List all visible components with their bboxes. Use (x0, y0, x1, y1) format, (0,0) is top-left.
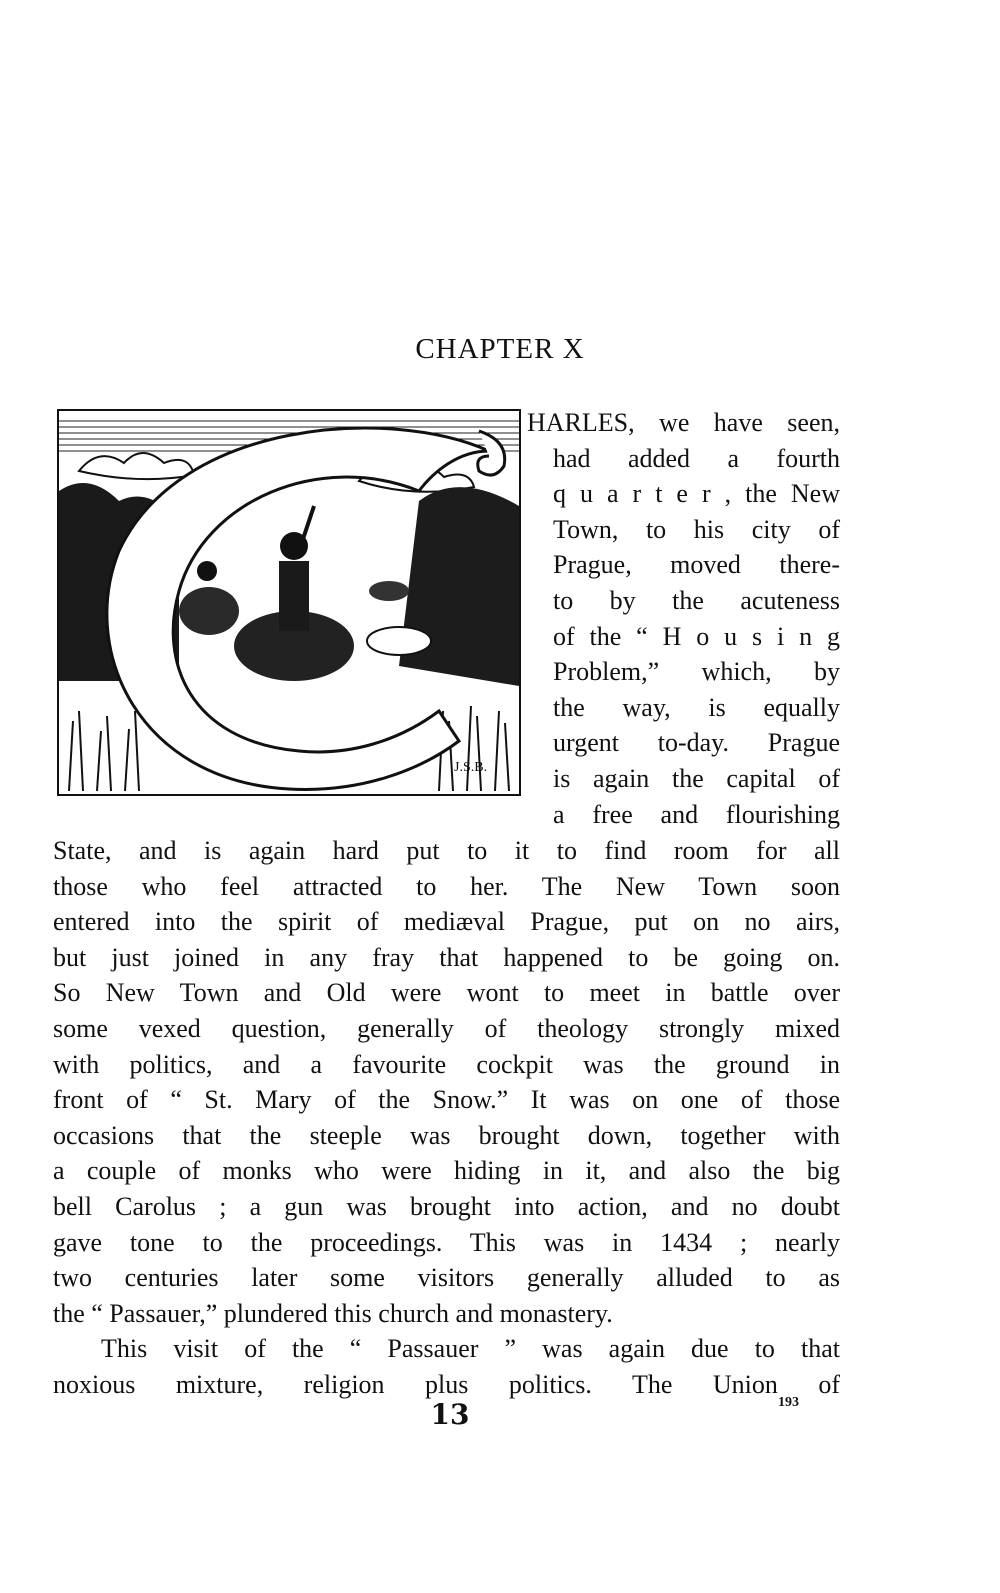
text-line: with politics, and a favourite cockpit was the ground in (53, 1049, 840, 1079)
svg-text:J.S.B.: J.S.B. (454, 760, 488, 775)
main-text-column (53, 833, 840, 1403)
text-line: occasions that the steeple was brought down, together with (53, 1120, 840, 1150)
text-line: but just joined in any fray that happened to be going on. (53, 942, 840, 972)
drop-cap-illustration (57, 409, 521, 796)
text-line: q u a r t e r , the New (553, 479, 840, 509)
text-line: noxious mixture, religion plus politics. The Union of (53, 1369, 840, 1399)
text-line: Problem,” which, by (553, 657, 840, 687)
text-line: to by the acuteness (553, 585, 840, 615)
text-line: gave tone to the proceedings. This was in 1434 ; nearly (53, 1227, 840, 1257)
text-line: is again the capital of (553, 763, 840, 793)
text-line: entered into the spirit of mediæval Prague, put on no airs, (53, 907, 840, 937)
text-line: bell Carolus ; a gun was brought into action, and no doubt (53, 1191, 840, 1221)
drop-cap-c-icon (59, 411, 519, 794)
text-line: Prague, moved there- (553, 550, 840, 580)
text-line: those who feel attracted to her. The New Town soon (53, 871, 840, 901)
text-line: So New Town and Old were wont to meet in battle over (53, 978, 840, 1008)
text-line: had added a fourth (553, 443, 840, 473)
text-line: Town, to his city of (553, 514, 840, 544)
text-line: the “ Passauer,” plundered this church and monastery. (53, 1298, 613, 1328)
text-line: State, and is again hard put to it to find room for all (53, 836, 840, 865)
paragraph-first-line: This visit of the “ Passauer ” was again due to that (101, 1334, 840, 1364)
text-line: the way, is equally (553, 692, 840, 722)
text-line: of the “ H o u s i n g (553, 621, 840, 651)
text-line: front of “ St. Mary of the Snow.” It was on one of those (53, 1085, 840, 1115)
text-line: two centuries later some visitors generally alluded to as (53, 1263, 840, 1293)
page-number: 193 (778, 1395, 799, 1410)
text-line: some vexed question, generally of theology strongly mixed (53, 1013, 840, 1043)
signature-mark: 13 (430, 1398, 470, 1431)
wrapped-text-column (527, 405, 840, 832)
text-line: a free and flourishing (553, 799, 840, 829)
chapter-heading: CHAPTER X (415, 333, 585, 365)
text-line: a couple of monks who were hiding in it, and also the big (53, 1156, 840, 1186)
text-line: HARLES, we have seen, (527, 408, 840, 437)
text-line: urgent to-day. Prague (553, 728, 840, 758)
